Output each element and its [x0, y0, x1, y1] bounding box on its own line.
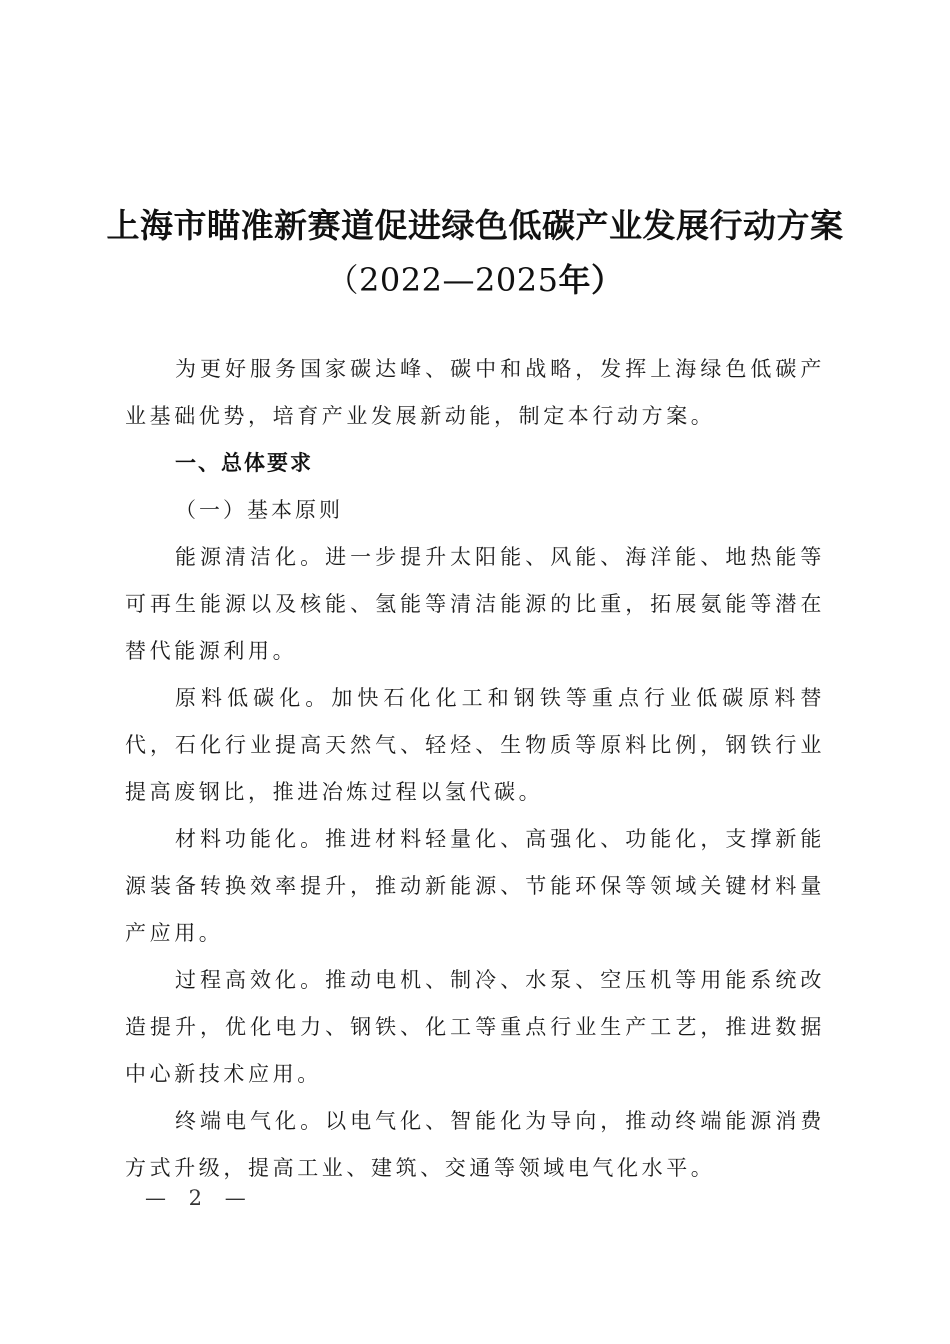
principle-paragraph: 能源清洁化。进一步提升太阳能、风能、海洋能、地热能等可再生能源以及核能、氢能等清洁能源的比重，拓展氨能等潜在替代能源利用。	[125, 545, 825, 663]
principle-paragraph: 原料低碳化。加快石化化工和钢铁等重点行业低碳原料替代，石化行业提高天然气、轻烃、生物质等原料比例，钢铁行业提高废钢比，推进冶炼过程以氢代碳。	[125, 686, 825, 804]
principle-paragraph: 过程高效化。推动电机、制冷、水泵、空压机等用能系统改造提升，优化电力、钢铁、化工等重点行业生产工艺，推进数据中心新技术应用。	[125, 968, 825, 1086]
document-title: 上海市瞄准新赛道促进绿色低碳产业发展行动方案	[106, 206, 844, 245]
document-body	[125, 346, 825, 1192]
document-subtitle-years	[0, 255, 950, 301]
intro-paragraph: 为更好服务国家碳达峰、碳中和战略，发挥上海绿色低碳产业基础优势，培育产业发展新动能，制定本行动方案。	[125, 357, 825, 428]
subsection-heading: （一）基本原则	[175, 498, 343, 522]
principle-paragraph: 材料功能化。推进材料轻量化、高强化、功能化，支撑新能源装备转换效率提升，推动新能源、节能环保等领域关键材料量产应用。	[125, 827, 825, 945]
subtitle-years: （2022—2025	[326, 261, 559, 299]
subtitle-year-suffix: 年）	[558, 261, 624, 299]
section-heading: 一、总体要求	[175, 451, 313, 475]
page-number: — 2 —	[145, 1186, 254, 1210]
principle-paragraph: 终端电气化。以电气化、智能化为导向，推动终端能源消费方式升级，提高工业、建筑、交通等领域电气化水平。	[125, 1109, 825, 1180]
